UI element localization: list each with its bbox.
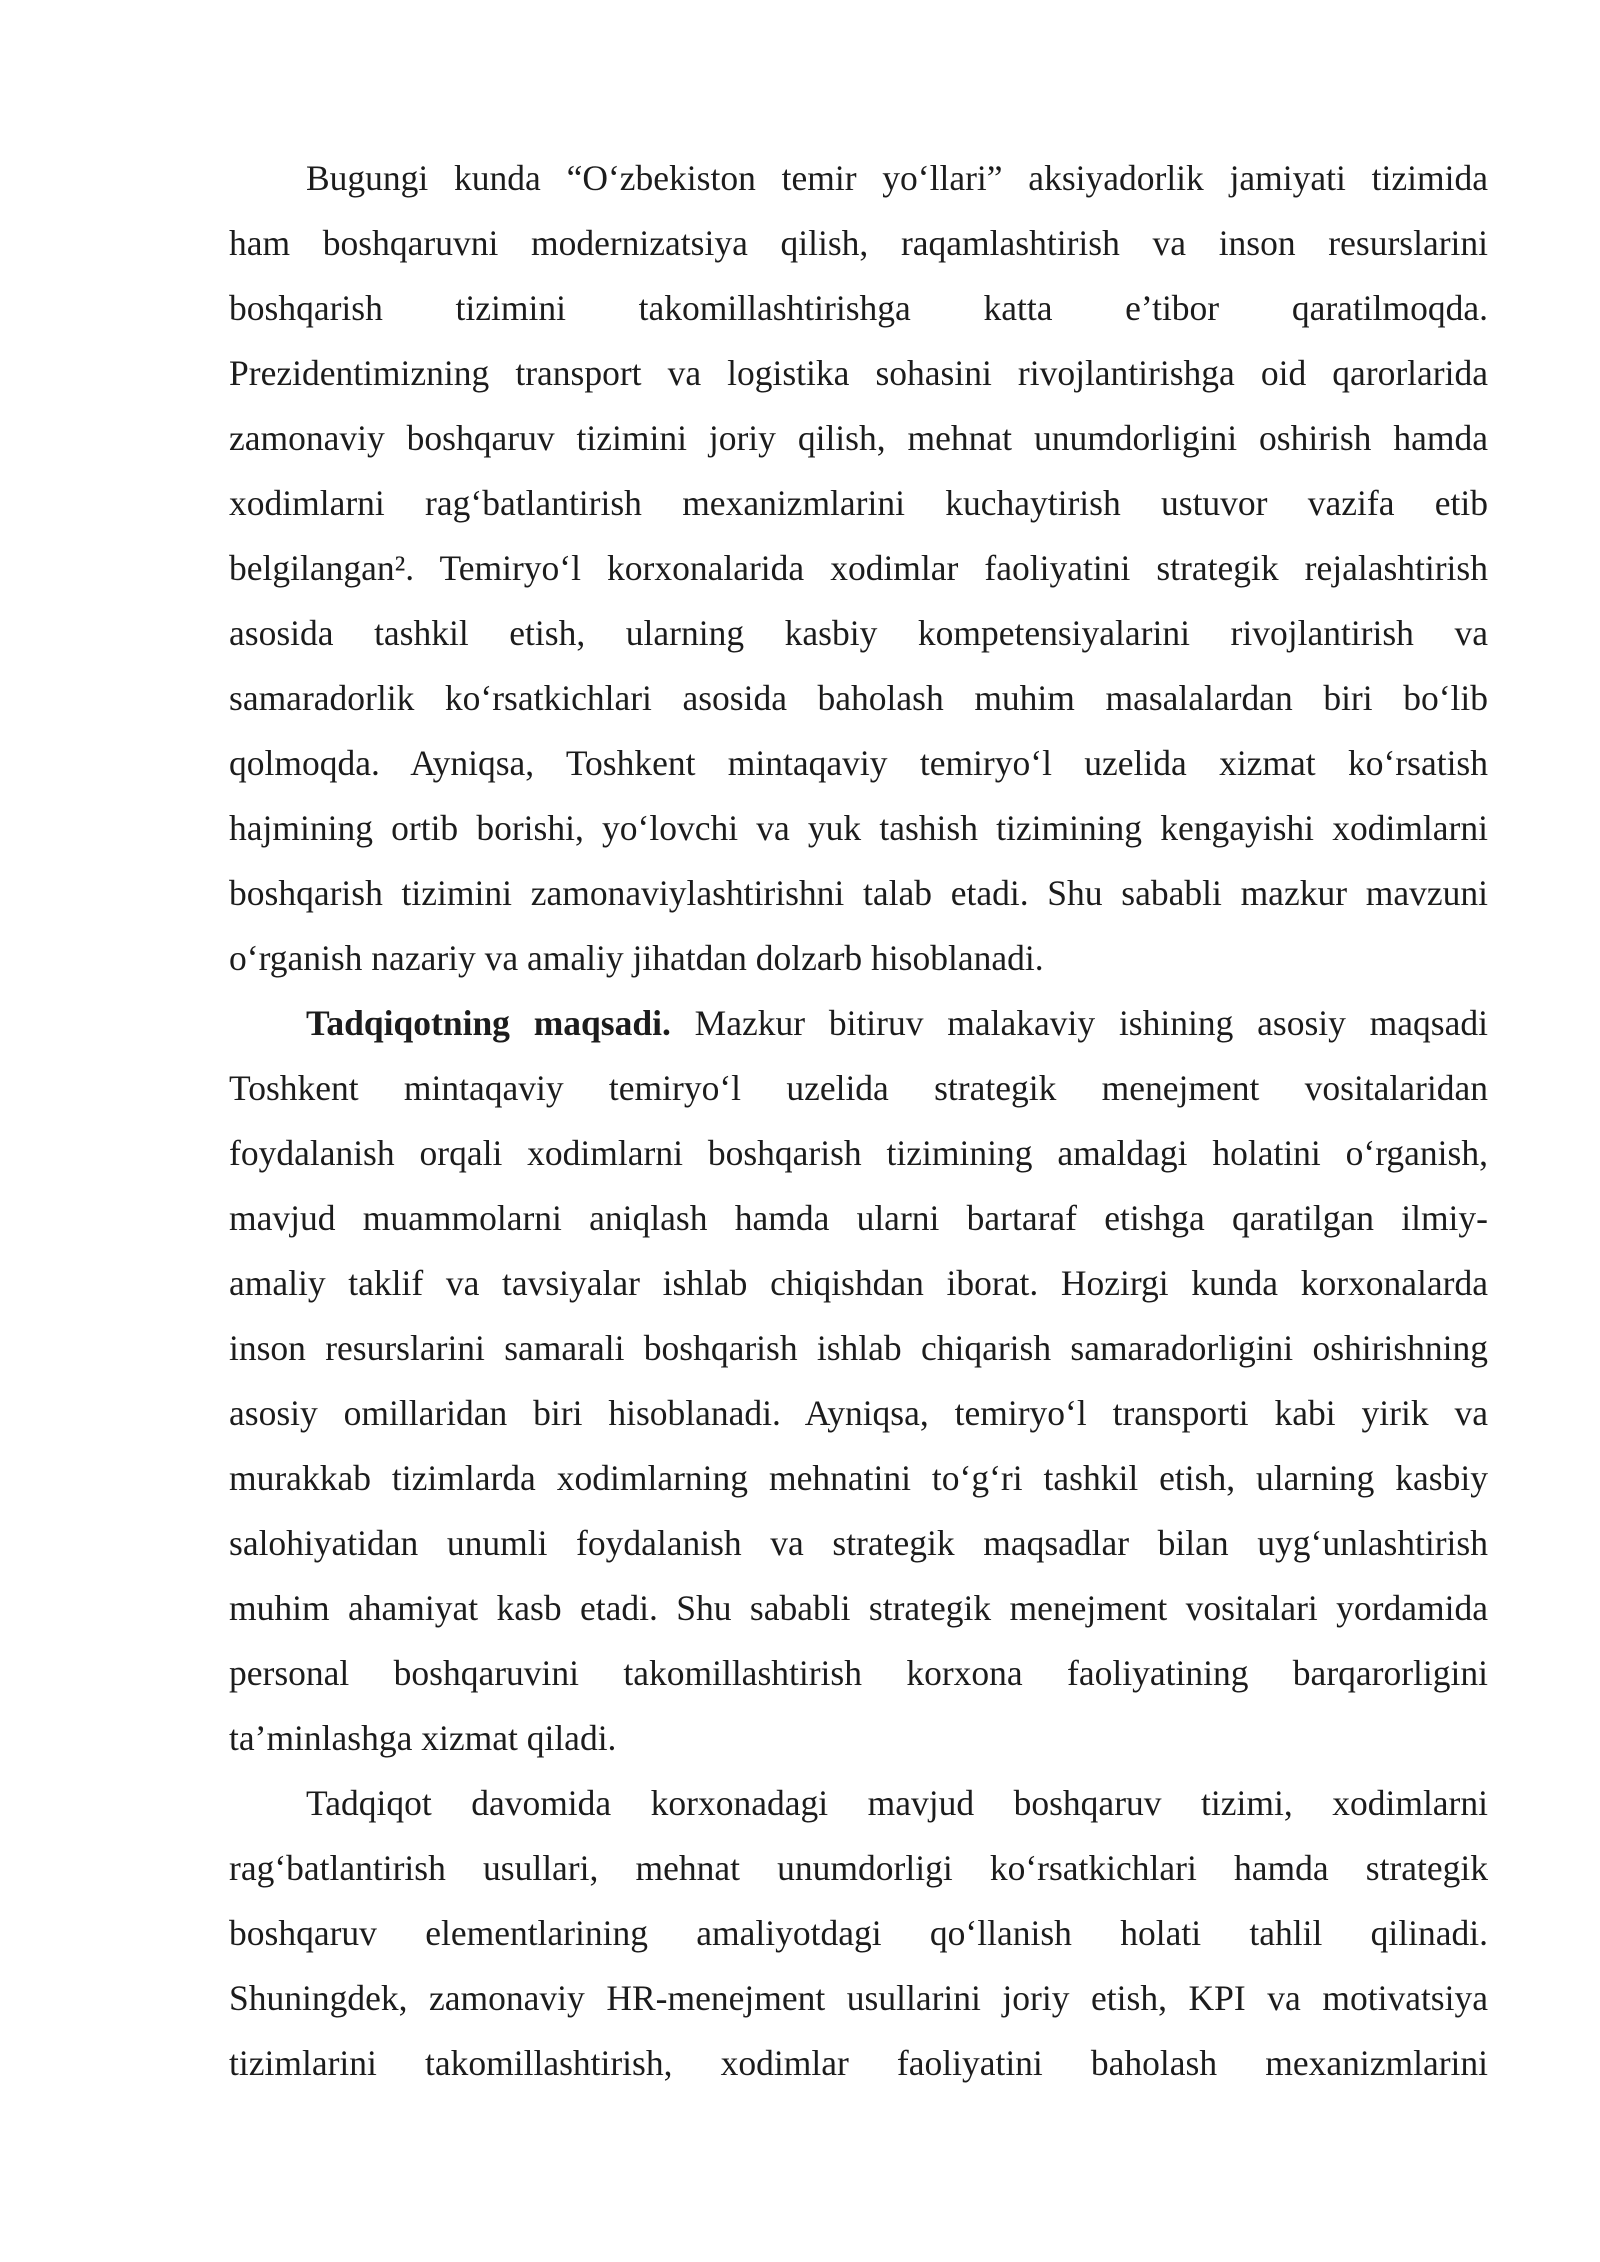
text-line: personal boshqaruvini takomillashtirish korxona faoliyatining barqarorligini	[229, 1653, 1488, 1693]
text-line: Shuningdek, zamonaviy HR-menejment usullarini joriy etish, KPI va motivatsiya	[229, 1978, 1488, 2018]
text-line: xodimlarni rag‘batlantirish mexanizmlarini kuchaytirish ustuvor vazifa etib	[229, 483, 1488, 523]
text-line: Toshkent mintaqaviy temiryo‘l uzelida strategik menejment vositalaridan	[229, 1068, 1488, 1108]
text-line: boshqarish tizimini zamonaviylashtirishni talab etadi. Shu sababli mazkur mavzuni	[229, 873, 1488, 913]
text-line: asosiy omillaridan biri hisoblanadi. Ayniqsa, temiryo‘l transporti kabi yirik va	[229, 1393, 1488, 1433]
text-line: mavjud muammolarni aniqlash hamda ularni bartaraf etishga qaratilgan ilmiy-	[229, 1198, 1488, 1238]
text-line: zamonaviy boshqaruv tizimini joriy qilish, mehnat unumdorligini oshirish hamda	[229, 418, 1488, 458]
text-fragment: Mazkur bitiruv malakaviy ishining asosiy maqsadi	[670, 1003, 1488, 1043]
paragraph-research-goal	[229, 991, 1488, 1771]
text-line: boshqaruv elementlarining amaliyotdagi qo‘llanish holati tahlil qilinadi.	[229, 1913, 1488, 1953]
text-line: Bugungi kunda “O‘zbekiston temir yo‘llari” aksiyadorlik jamiyati tizimida	[306, 158, 1488, 198]
document-page	[229, 146, 1488, 2096]
text-line: tizimlarini takomillashtirish, xodimlar faoliyatini baholash mexanizmlarini	[229, 2043, 1488, 2083]
text-line: rag‘batlantirish usullari, mehnat unumdorligi ko‘rsatkichlari hamda strategik	[229, 1848, 1488, 1888]
text-line: boshqarish tizimini takomillashtirishga katta e’tibor qaratilmoqda.	[229, 288, 1488, 328]
paragraph-research-process	[229, 1771, 1488, 2096]
text-line: o‘rganish nazariy va amaliy jihatdan dolzarb hisoblanadi.	[229, 938, 1044, 978]
paragraph-intro	[229, 146, 1488, 991]
text-line: ham boshqaruvni modernizatsiya qilish, raqamlashtirish va inson resurslarini	[229, 223, 1488, 263]
text-line: amaliy taklif va tavsiyalar ishlab chiqishdan iborat. Hozirgi kunda korxonalarda	[229, 1263, 1488, 1303]
text-line: asosida tashkil etish, ularning kasbiy kompetensiyalarini rivojlantirish va	[229, 613, 1488, 653]
text-line: qolmoqda. Ayniqsa, Toshkent mintaqaviy temiryo‘l uzelida xizmat ko‘rsatish	[229, 743, 1488, 783]
text-line: samaradorlik ko‘rsatkichlari asosida baholash muhim masalalardan biri bo‘lib	[229, 678, 1488, 718]
text-line: belgilangan². Temiryo‘l korxonalarida xodimlar faoliyatini strategik rejalashtirish	[229, 548, 1488, 588]
text-line: inson resurslarini samarali boshqarish ishlab chiqarish samaradorligini oshirishning	[229, 1328, 1488, 1368]
text-line: foydalanish orqali xodimlarni boshqarish tizimining amaldagi holatini o‘rganish,	[229, 1133, 1488, 1173]
research-goal-heading: Tadqiqotning maqsadi.	[306, 1003, 671, 1043]
text-line: hajmining ortib borishi, yo‘lovchi va yuk tashish tizimining kengayishi xodimlarni	[229, 808, 1488, 848]
text-line: Tadqiqot davomida korxonadagi mavjud boshqaruv tizimi, xodimlarni	[306, 1783, 1488, 1823]
text-line: Prezidentimizning transport va logistika sohasini rivojlantirishga oid qarorlarida	[229, 353, 1488, 393]
text-line: salohiyatidan unumli foydalanish va strategik maqsadlar bilan uyg‘unlashtirish	[229, 1523, 1488, 1563]
text-line: muhim ahamiyat kasb etadi. Shu sababli strategik menejment vositalari yordamida	[229, 1588, 1488, 1628]
text-line: ta’minlashga xizmat qiladi.	[229, 1718, 617, 1758]
text-line: murakkab tizimlarda xodimlarning mehnatini to‘g‘ri tashkil etish, ularning kasbiy	[229, 1458, 1488, 1498]
text-line	[229, 991, 1488, 1056]
